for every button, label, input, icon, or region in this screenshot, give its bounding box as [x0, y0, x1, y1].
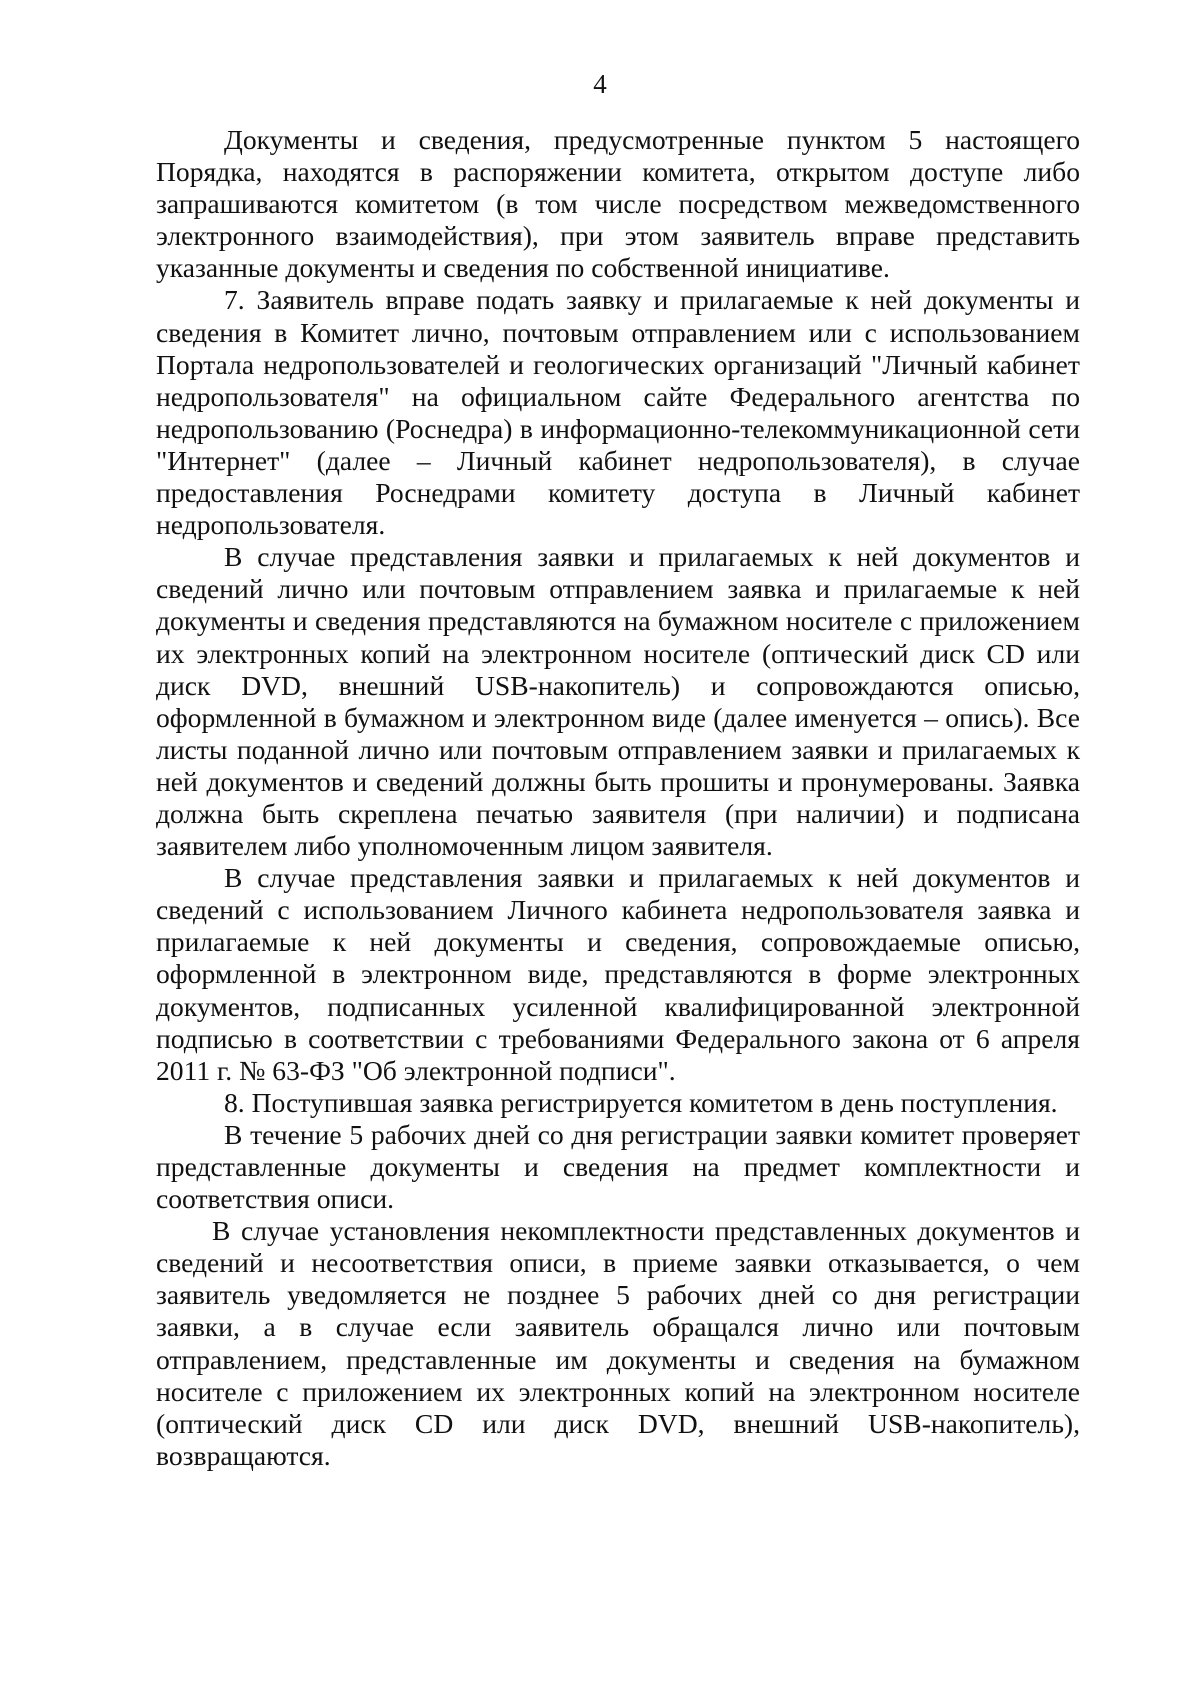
- paragraph-electronic-submission: В случае представления заявки и прилагаемых к ней документов и сведений с использованием Личного кабинета недропользователя заявка и прилагаемые к ней документы и сведения, сопровождаемые описью, оформленной в электронном виде, представляются в форме электронных документов, подписанных усиленной квалифицированной электронной подписью в соответствии с требованиями Федерального закона от 6 апреля 2011 г. № 63-ФЗ "Об электронной подписи".: [156, 862, 1080, 1086]
- paragraph-refusal: В случае установления некомплектности представленных документов и сведений и несоответствия описи, в приеме заявки отказывается, о чем заявитель уведомляется не позднее 5 рабочих дней со дня регистрации заявки, а в случае если заявитель обращался лично или почтовым отправлением, представленные им документы и сведения на бумажном носителе с приложением их электронных копий на электронном носителе (оптический диск CD или диск DVD, внешний USB-накопитель), возвращаются.: [156, 1215, 1080, 1471]
- document-body: [156, 124, 1080, 1472]
- paragraph-8-registration: 8. Поступившая заявка регистрируется комитетом в день поступления.: [224, 1086, 1058, 1118]
- paragraph-paper-submission: В случае представления заявки и прилагаемых к ней документов и сведений лично или почтовым отправлением заявка и прилагаемые к ней документы и сведения представляются на бумажном носителе с приложением их электронных копий на электронном носителе (оптический диск CD или диск DVD, внешний USB-накопитель) и сопровождаются описью, оформленной в бумажном и электронном виде (далее именуется – опись). Все листы поданной лично или почтовым отправлением заявки и прилагаемых к ней документов и сведений должны быть прошиты и пронумерованы. Заявка должна быть скреплена печатью заявителя (при наличии) и подписана заявителем либо уполномоченным лицом заявителя.: [156, 541, 1080, 862]
- paragraph-documents-available: Документы и сведения, предусмотренные пунктом 5 настоящего Порядка, находятся в распоряжении комитета, открытом доступе либо запрашиваются комитетом (в том числе посредством межведомственного электронного взаимодействия), при этом заявитель вправе представить указанные документы и сведения по собственной инициативе.: [156, 124, 1080, 284]
- page-number: 4: [593, 69, 607, 99]
- paragraph-verification: В течение 5 рабочих дней со дня регистрации заявки комитет проверяет представленные документы и сведения на предмет комплектности и соответствия описи.: [156, 1118, 1080, 1215]
- paragraph-7-submission-methods: 7. Заявитель вправе подать заявку и прилагаемые к ней документы и сведения в Комитет лично, почтовым отправлением или с использованием Портала недропользователей и геологических организаций "Личный кабинет недропользователя" на официальном сайте Федерального агентства по недропользованию (Роснедра) в информационно-телекоммуникационной сети "Интернет" (далее – Личный кабинет недропользователя), в случае предоставления Роснедрами комитету доступа в Личный кабинет недропользователя.: [156, 284, 1080, 541]
